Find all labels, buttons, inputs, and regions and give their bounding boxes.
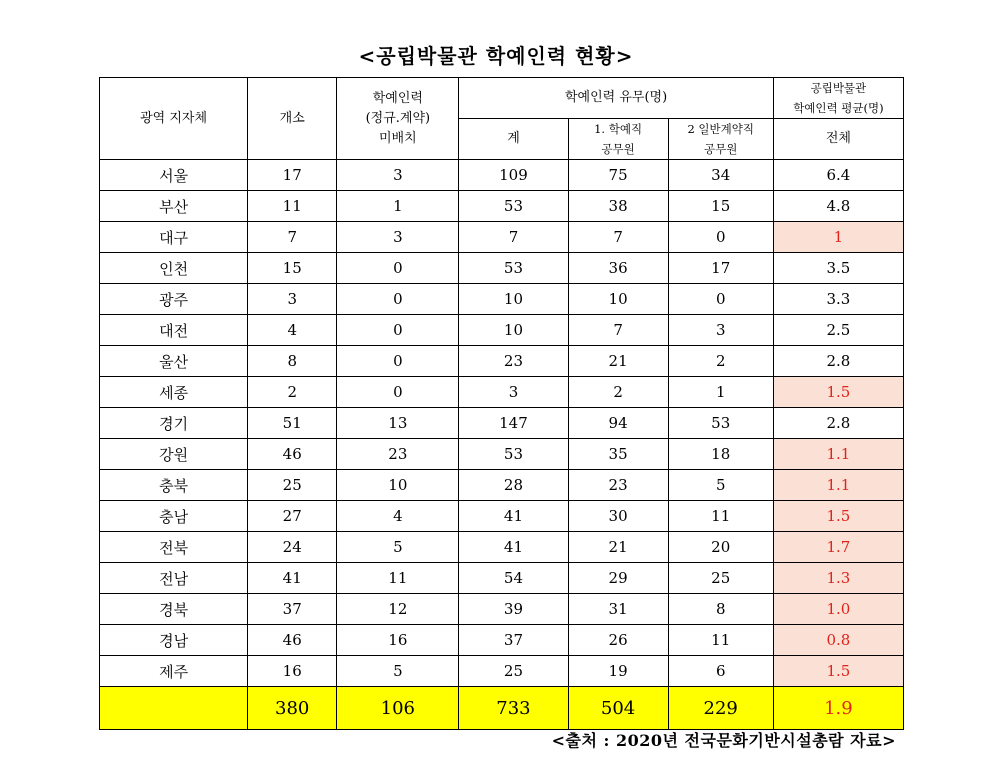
cell-region: 부산 [100, 191, 248, 222]
totals-average: 1.9 [773, 687, 903, 730]
cell-contract: 11 [668, 501, 773, 532]
header-unstaffed [337, 78, 459, 160]
cell-unstaffed: 5 [337, 656, 459, 687]
cell-total: 41 [459, 501, 568, 532]
table-row [100, 253, 904, 284]
cell-avg: 1.0 [773, 594, 903, 625]
table-row [100, 656, 904, 687]
cell-unstaffed: 0 [337, 253, 459, 284]
cell-total: 10 [459, 315, 568, 346]
table-title: <공립박물관 학예인력 현황> [358, 44, 634, 68]
header-total: 계 [459, 119, 568, 160]
cell-region: 전북 [100, 532, 248, 563]
cell-region: 울산 [100, 346, 248, 377]
cell-avg: 2.5 [773, 315, 903, 346]
cell-contract: 17 [668, 253, 773, 284]
cell-avg: 2.8 [773, 408, 903, 439]
totals-unstaffed: 106 [337, 687, 459, 730]
table-row [100, 501, 904, 532]
cell-total: 53 [459, 191, 568, 222]
cell-total: 23 [459, 346, 568, 377]
totals-count: 380 [248, 687, 337, 730]
totals-total: 733 [459, 687, 568, 730]
header-average [773, 78, 903, 119]
table-row [100, 284, 904, 315]
cell-unstaffed: 4 [337, 501, 459, 532]
cell-curator: 31 [568, 594, 668, 625]
cell-total: 37 [459, 625, 568, 656]
cell-curator: 19 [568, 656, 668, 687]
table-row [100, 594, 904, 625]
cell-curator: 75 [568, 160, 668, 191]
cell-unstaffed: 11 [337, 563, 459, 594]
cell-curator: 38 [568, 191, 668, 222]
header-curator-line1: 1. 학예직 [594, 122, 643, 136]
cell-contract: 0 [668, 284, 773, 315]
cell-total: 53 [459, 253, 568, 284]
cell-contract: 25 [668, 563, 773, 594]
cell-region: 충북 [100, 470, 248, 501]
cell-count: 27 [248, 501, 337, 532]
cell-avg: 1.5 [773, 377, 903, 408]
cell-total: 25 [459, 656, 568, 687]
cell-region: 경북 [100, 594, 248, 625]
cell-region: 제주 [100, 656, 248, 687]
header-region: 광역 지자체 [100, 78, 248, 160]
cell-curator: 29 [568, 563, 668, 594]
totals-region [100, 687, 248, 730]
cell-region: 경기 [100, 408, 248, 439]
cell-curator: 94 [568, 408, 668, 439]
table-row [100, 315, 904, 346]
cell-contract: 3 [668, 315, 773, 346]
museum-staff-table [99, 77, 904, 730]
header-unstaffed-line2: (정규.계약) [365, 110, 431, 126]
cell-count: 15 [248, 253, 337, 284]
cell-total: 54 [459, 563, 568, 594]
totals-contract: 229 [668, 687, 773, 730]
cell-contract: 0 [668, 222, 773, 253]
cell-unstaffed: 23 [337, 439, 459, 470]
cell-region: 서울 [100, 160, 248, 191]
cell-avg: 1 [773, 222, 903, 253]
header-count: 개소 [248, 78, 337, 160]
header-contract-line2: 공무원 [704, 142, 738, 156]
totals-curator: 504 [568, 687, 668, 730]
cell-total: 3 [459, 377, 568, 408]
cell-unstaffed: 12 [337, 594, 459, 625]
cell-avg: 1.1 [773, 470, 903, 501]
cell-count: 4 [248, 315, 337, 346]
cell-unstaffed: 3 [337, 222, 459, 253]
cell-total: 53 [459, 439, 568, 470]
cell-avg: 1.1 [773, 439, 903, 470]
cell-region: 광주 [100, 284, 248, 315]
cell-avg: 6.4 [773, 160, 903, 191]
table-row [100, 408, 904, 439]
table-body [100, 160, 904, 687]
header-staff-group: 학예인력 유무(명) [459, 78, 773, 119]
cell-count: 37 [248, 594, 337, 625]
cell-curator: 26 [568, 625, 668, 656]
cell-curator: 7 [568, 222, 668, 253]
cell-region: 세종 [100, 377, 248, 408]
cell-total: 41 [459, 532, 568, 563]
cell-unstaffed: 5 [337, 532, 459, 563]
cell-avg: 1.5 [773, 656, 903, 687]
cell-region: 대구 [100, 222, 248, 253]
cell-count: 8 [248, 346, 337, 377]
cell-contract: 5 [668, 470, 773, 501]
cell-curator: 23 [568, 470, 668, 501]
cell-curator: 30 [568, 501, 668, 532]
table-row [100, 532, 904, 563]
cell-count: 16 [248, 656, 337, 687]
cell-curator: 7 [568, 315, 668, 346]
cell-avg: 3.5 [773, 253, 903, 284]
cell-count: 3 [248, 284, 337, 315]
cell-region: 충남 [100, 501, 248, 532]
cell-region: 강원 [100, 439, 248, 470]
cell-unstaffed: 0 [337, 315, 459, 346]
header-contract [668, 119, 773, 160]
header-curator [568, 119, 668, 160]
cell-count: 17 [248, 160, 337, 191]
header-average-line2: 학예인력 평균(명) [793, 101, 884, 115]
cell-unstaffed: 0 [337, 284, 459, 315]
cell-contract: 11 [668, 625, 773, 656]
cell-unstaffed: 3 [337, 160, 459, 191]
header-average-line1: 공립박물관 [810, 81, 867, 95]
table-row [100, 160, 904, 191]
header-average-sub: 전체 [773, 119, 903, 160]
cell-curator: 36 [568, 253, 668, 284]
cell-contract: 34 [668, 160, 773, 191]
table-row [100, 563, 904, 594]
header-unstaffed-line3: 미배치 [378, 130, 417, 146]
cell-region: 전남 [100, 563, 248, 594]
table-row [100, 222, 904, 253]
cell-count: 7 [248, 222, 337, 253]
cell-contract: 6 [668, 656, 773, 687]
cell-unstaffed: 13 [337, 408, 459, 439]
cell-total: 109 [459, 160, 568, 191]
cell-avg: 1.7 [773, 532, 903, 563]
table-row [100, 191, 904, 222]
cell-region: 경남 [100, 625, 248, 656]
cell-contract: 2 [668, 346, 773, 377]
cell-contract: 53 [668, 408, 773, 439]
cell-contract: 20 [668, 532, 773, 563]
header-unstaffed-line1: 학예인력 [372, 90, 423, 106]
cell-avg: 0.8 [773, 625, 903, 656]
table-row [100, 346, 904, 377]
header-curator-line2: 공무원 [601, 142, 635, 156]
cell-region: 대전 [100, 315, 248, 346]
cell-contract: 15 [668, 191, 773, 222]
cell-curator: 10 [568, 284, 668, 315]
cell-count: 25 [248, 470, 337, 501]
cell-contract: 18 [668, 439, 773, 470]
cell-unstaffed: 1 [337, 191, 459, 222]
cell-curator: 21 [568, 346, 668, 377]
cell-avg: 4.8 [773, 191, 903, 222]
cell-unstaffed: 10 [337, 470, 459, 501]
cell-total: 39 [459, 594, 568, 625]
cell-unstaffed: 0 [337, 377, 459, 408]
cell-unstaffed: 16 [337, 625, 459, 656]
cell-count: 46 [248, 439, 337, 470]
totals-row [100, 687, 904, 730]
cell-curator: 2 [568, 377, 668, 408]
cell-count: 24 [248, 532, 337, 563]
cell-total: 28 [459, 470, 568, 501]
cell-avg: 1.5 [773, 501, 903, 532]
cell-avg: 2.8 [773, 346, 903, 377]
cell-unstaffed: 0 [337, 346, 459, 377]
table-row [100, 439, 904, 470]
cell-count: 46 [248, 625, 337, 656]
cell-contract: 1 [668, 377, 773, 408]
cell-count: 51 [248, 408, 337, 439]
table-row [100, 377, 904, 408]
cell-total: 147 [459, 408, 568, 439]
cell-curator: 21 [568, 532, 668, 563]
cell-count: 11 [248, 191, 337, 222]
header-contract-line1: 2 일반계약직 [687, 122, 754, 136]
cell-region: 인천 [100, 253, 248, 284]
cell-avg: 1.3 [773, 563, 903, 594]
cell-avg: 3.3 [773, 284, 903, 315]
table-row [100, 625, 904, 656]
cell-total: 7 [459, 222, 568, 253]
cell-contract: 8 [668, 594, 773, 625]
cell-curator: 35 [568, 439, 668, 470]
cell-total: 10 [459, 284, 568, 315]
cell-count: 41 [248, 563, 337, 594]
table-row [100, 470, 904, 501]
cell-count: 2 [248, 377, 337, 408]
source-note: <출처 : 2020년 전국문화기반시설총람 자료> [551, 731, 896, 750]
